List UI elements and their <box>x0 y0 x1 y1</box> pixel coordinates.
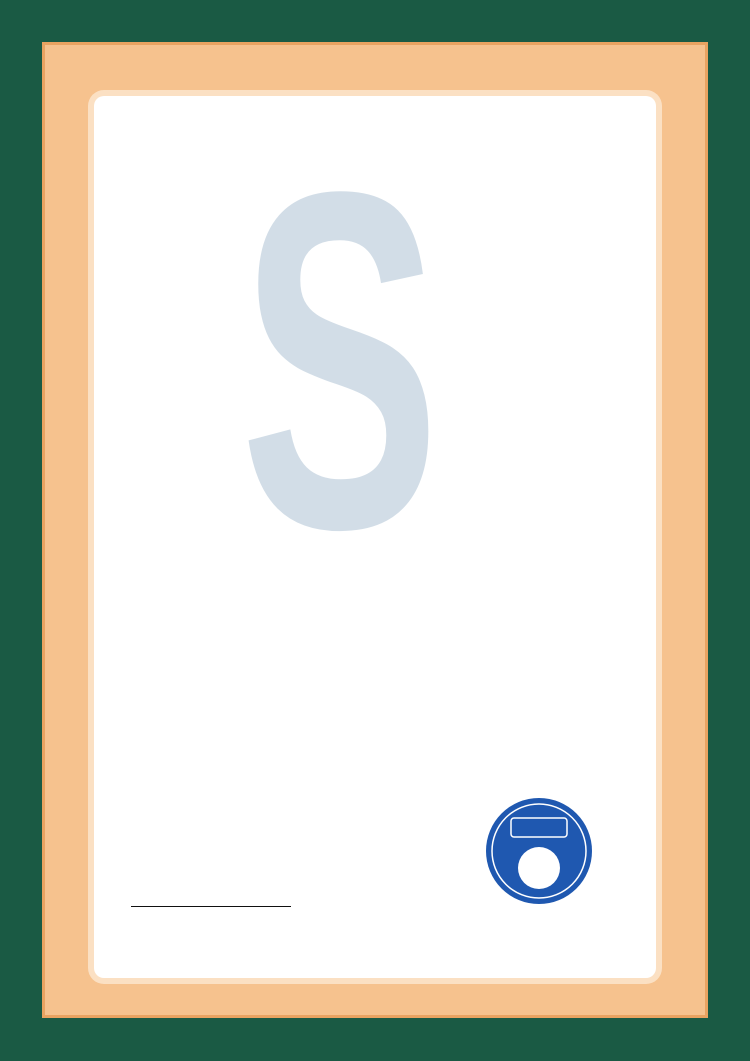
nps-watermark: S <box>239 91 441 629</box>
rohs-ce-seal <box>484 796 594 906</box>
signature-line <box>131 906 291 907</box>
